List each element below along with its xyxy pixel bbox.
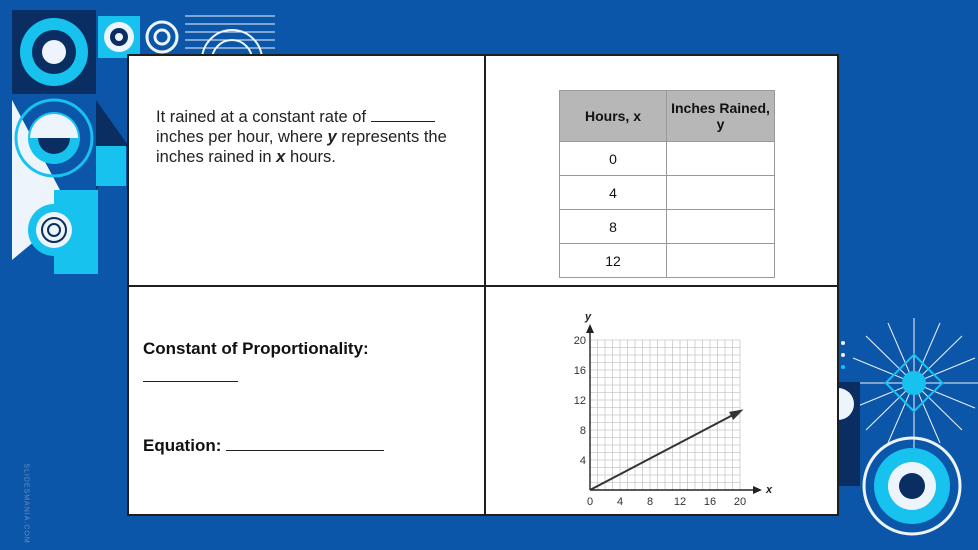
horizontal-divider	[129, 285, 837, 287]
x-tick-label: 12	[673, 496, 687, 508]
y-axis-label: y	[585, 311, 592, 323]
proportionality-section	[143, 339, 384, 456]
hours-cell: 8	[560, 210, 667, 244]
equation-label: Equation:	[143, 436, 222, 455]
table-row	[560, 142, 775, 176]
x-tick-label: 16	[703, 496, 717, 508]
table-header-inches: Inches Rained, y	[667, 91, 775, 142]
hours-cell: 12	[560, 244, 667, 278]
decorative-pattern-right	[838, 318, 978, 548]
table-header-hours: Hours, x	[560, 91, 667, 142]
equation-blank[interactable]	[226, 434, 384, 451]
x-axis-label: x	[766, 484, 773, 496]
hours-cell: 0	[560, 142, 667, 176]
y-tick-label: 12	[573, 395, 586, 407]
worksheet-card	[127, 54, 839, 516]
data-line-arrow	[729, 409, 743, 419]
rain-rate-question: It rained at a constant rate of inches per hour, where y represents the inches rained in x hours.	[156, 105, 456, 167]
side-watermark: SLIDESMANIA.COM	[22, 463, 30, 544]
inches-cell[interactable]	[667, 244, 775, 278]
y-tick-label: 8	[579, 425, 586, 437]
rain-table	[559, 90, 775, 278]
y-axis-arrow	[586, 324, 594, 333]
hours-cell: 4	[560, 176, 667, 210]
constant-label: Constant of Proportionality:	[143, 339, 369, 358]
y-tick-label: 16	[573, 365, 586, 377]
x-tick-label: 0	[586, 496, 594, 508]
table-row	[560, 210, 775, 244]
x-tick-label: 4	[616, 496, 624, 508]
inches-cell[interactable]	[667, 210, 775, 244]
constant-blank[interactable]	[143, 365, 238, 382]
equation-row	[143, 434, 384, 456]
table-row	[560, 244, 775, 278]
rain-graph	[559, 304, 789, 514]
inches-cell[interactable]	[667, 176, 775, 210]
table-row	[560, 176, 775, 210]
x-tick-label: 8	[646, 496, 654, 508]
inches-cell[interactable]	[667, 142, 775, 176]
x-axis-arrow	[753, 486, 762, 494]
rate-blank[interactable]	[371, 105, 435, 122]
y-tick-label: 4	[579, 455, 586, 467]
y-tick-label: 20	[573, 335, 586, 347]
x-tick-label: 20	[733, 496, 747, 508]
